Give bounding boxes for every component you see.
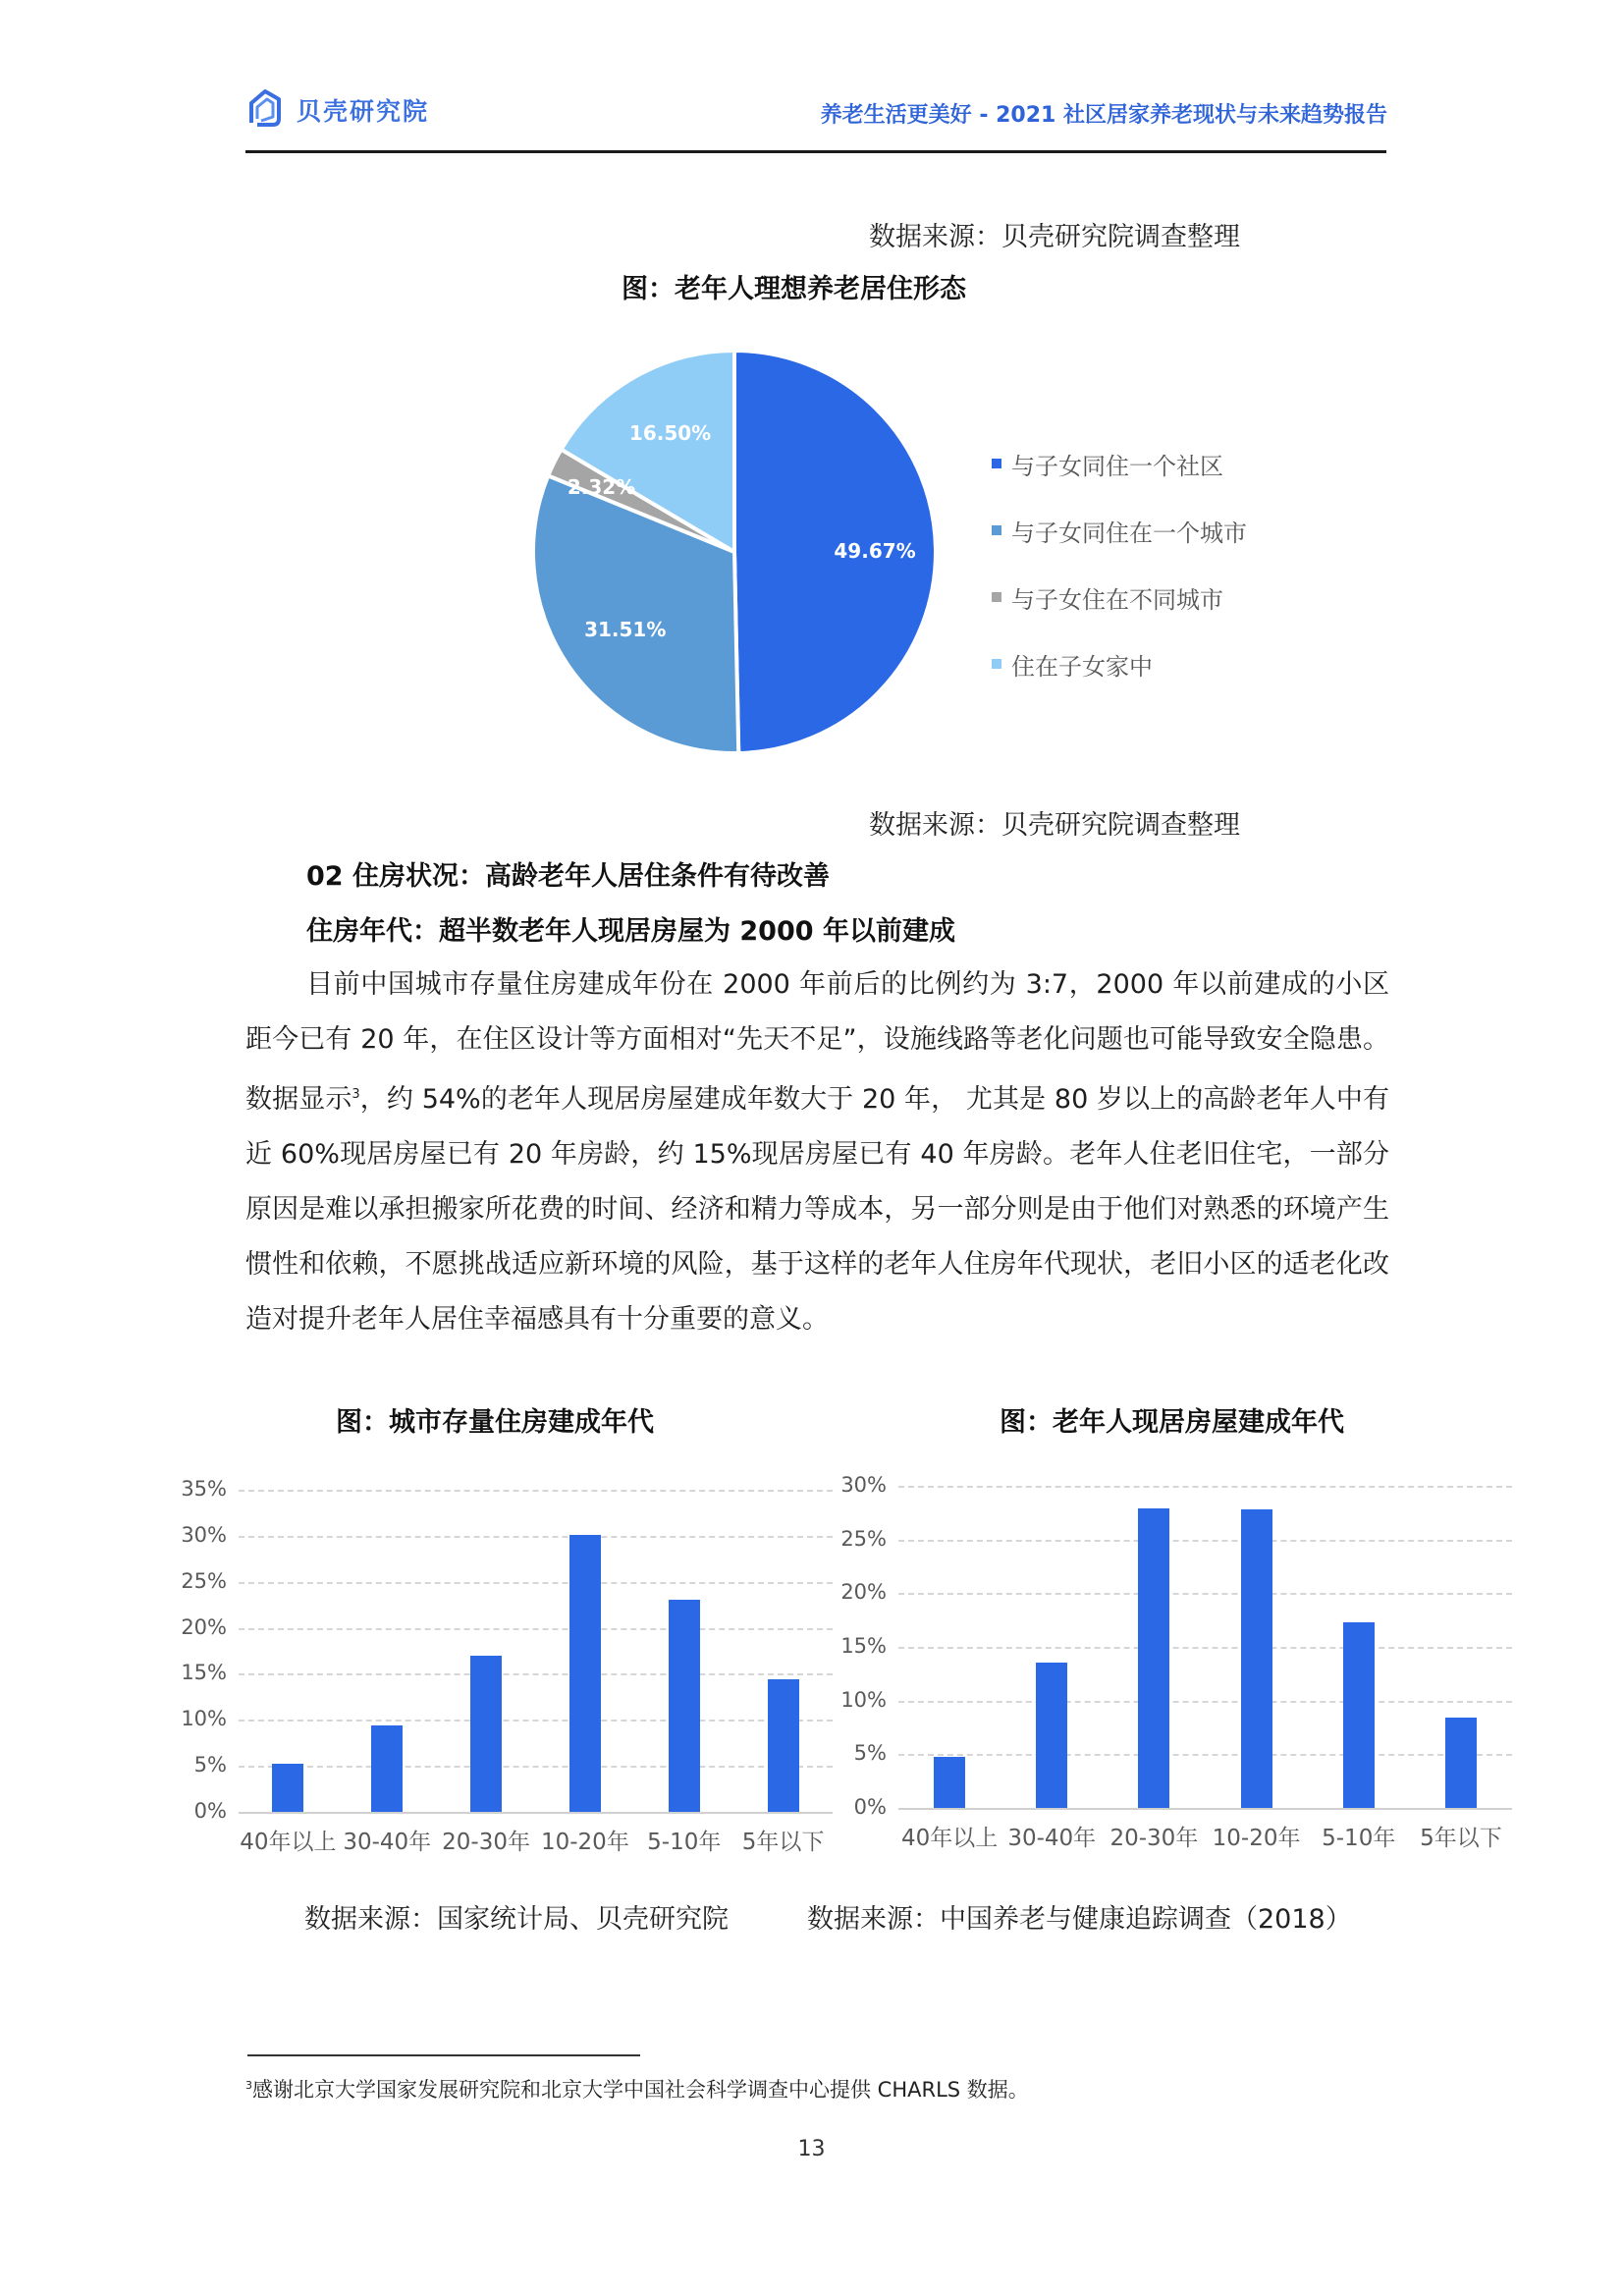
grid-line (239, 1673, 833, 1675)
grid-line (898, 1701, 1512, 1703)
y-axis-tick-label: 10% (181, 1707, 227, 1731)
left-bar-title: 图：城市存量住房建成年代 (336, 1407, 654, 1438)
logo-text: 贝壳研究院 (297, 97, 430, 126)
x-axis-category-label: 5-10年 (647, 1830, 722, 1855)
section-heading: 02 住房状况：高龄老年人居住条件有待改善 (306, 861, 830, 892)
x-axis-category-label: 5-10年 (1322, 1826, 1396, 1851)
report-title: 养老生活更美好 - 2021 社区居家养老现状与未来趋势报告 (820, 103, 1387, 128)
grid-line (898, 1593, 1512, 1595)
pie-slice-label: 16.50% (628, 420, 712, 445)
pie-slice-label: 2.32% (567, 475, 636, 500)
footnote-marker: 3 (245, 2079, 252, 2092)
grid-line (898, 1754, 1512, 1756)
legend-swatch-icon (992, 592, 1001, 602)
legend-item (992, 430, 1247, 497)
bar (1445, 1718, 1477, 1808)
y-axis-tick-label: 20% (181, 1614, 227, 1639)
right-bar-chart (839, 1463, 1527, 1876)
grid-line (239, 1720, 833, 1722)
bar (768, 1679, 799, 1812)
x-axis-line (239, 1812, 833, 1814)
legend-item (992, 497, 1247, 564)
y-axis-tick-label: 0% (193, 1799, 227, 1823)
logo-icon (243, 85, 289, 135)
legend-swatch-icon (992, 659, 1001, 669)
grid-line (239, 1766, 833, 1768)
bar (272, 1764, 303, 1812)
footnote (245, 2074, 1029, 2104)
x-axis-line (898, 1808, 1512, 1810)
legend-label: 与子女同住在一个城市 (1011, 519, 1247, 547)
x-axis-category-label: 30-40年 (343, 1830, 432, 1855)
legend-item (992, 564, 1247, 630)
y-axis-tick-label: 0% (853, 1795, 887, 1819)
paragraph-text-2: ，约 54%的老年人现居房屋建成年数大于 20 年， 尤其是 80 岁以上的高龄老年人中有近 60%现居房屋已有 20 年房龄，约 15%现居房屋已有 40 年房龄。老年人住老旧住宅，一部分原因是难以承担搬家所花费的时间、经济和精力等成本，另一部分则是由于他们对熟悉的环境产生惯性和依赖，不愿挑战适应新环境的风险，基于这样的老年人住房年代现状，老旧小区的适老化改造对提升老年人居住幸福感具有十分重要的意义。 (245, 1084, 1390, 1335)
bar (1138, 1508, 1169, 1808)
y-axis-tick-label: 5% (193, 1753, 227, 1777)
bar (371, 1725, 403, 1812)
x-axis-category-label: 20-30年 (1109, 1826, 1199, 1851)
pie-chart (528, 346, 941, 758)
x-axis-category-label: 10-20年 (1212, 1826, 1301, 1851)
grid-line (239, 1490, 833, 1492)
pie-slice-label: 31.51% (584, 617, 667, 641)
right-bar-title: 图：老年人现居房屋建成年代 (1000, 1407, 1344, 1438)
legend-item (992, 630, 1247, 697)
x-axis-category-label: 30-40年 (1007, 1826, 1097, 1851)
bar (1241, 1509, 1272, 1808)
grid-line (239, 1536, 833, 1538)
bar (1036, 1663, 1067, 1808)
y-axis-tick-label: 30% (840, 1473, 887, 1497)
y-axis-tick-label: 25% (181, 1568, 227, 1593)
right-bar-source: 数据来源：中国养老与健康追踪调查（2018） (807, 1904, 1352, 1935)
y-axis-tick-label: 5% (853, 1741, 887, 1766)
grid-line (898, 1540, 1512, 1542)
legend-label: 与子女住在不同城市 (1011, 585, 1223, 614)
left-bar-source: 数据来源：国家统计局、贝壳研究院 (304, 1904, 729, 1935)
bar (470, 1656, 502, 1812)
y-axis-tick-label: 15% (840, 1634, 887, 1658)
legend-label: 与子女同住一个社区 (1011, 452, 1223, 480)
bar (669, 1600, 700, 1812)
y-axis-tick-label: 30% (181, 1522, 227, 1547)
left-bar-chart (157, 1463, 844, 1876)
footnote-divider (247, 2054, 640, 2056)
x-axis-category-label: 40年以上 (240, 1830, 337, 1855)
bar (569, 1535, 601, 1812)
legend-swatch-icon (992, 525, 1001, 535)
pie-legend (992, 430, 1247, 697)
grid-line (898, 1486, 1512, 1488)
data-source-top: 数据来源：贝壳研究院调查整理 (869, 222, 1240, 252)
x-axis-category-label: 40年以上 (900, 1826, 999, 1851)
x-axis-category-label: 5年以下 (741, 1830, 825, 1855)
bar (934, 1757, 965, 1808)
footnote-text: 感谢北京大学国家发展研究院和北京大学中国社会科学调查中心提供 CHARLS 数据。 (252, 2078, 1029, 2102)
paragraph-text-1: 目前中国城市存量住房建成年份在 2000 年前后的比例约为 3:7，2000 年以前建成的小区距今已有 20 年，在住区设计等方面相对“先天不足”，设施线路等老化问题也可能导致安全隐患。数据显示 (245, 969, 1389, 1115)
bar (1343, 1622, 1375, 1808)
x-axis-category-label: 10-20年 (540, 1830, 629, 1855)
body-paragraph (245, 957, 1389, 1347)
y-axis-tick-label: 35% (181, 1477, 227, 1501)
y-axis-tick-label: 20% (840, 1580, 887, 1605)
pie-data-source: 数据来源：贝壳研究院调查整理 (869, 810, 1240, 841)
header-logo (243, 86, 440, 134)
y-axis-tick-label: 15% (181, 1661, 227, 1685)
y-axis-tick-label: 10% (840, 1687, 887, 1712)
grid-line (239, 1628, 833, 1630)
grid-line (239, 1582, 833, 1584)
page-number: 13 (797, 2137, 826, 2161)
pie-figure-title: 图：老年人理想养老居住形态 (622, 274, 966, 304)
grid-line (898, 1647, 1512, 1649)
header-divider (245, 150, 1386, 153)
section-subheading: 住房年代：超半数老年人现居房屋为 2000 年以前建成 (306, 916, 955, 947)
pie-slice-label: 49.67% (834, 538, 916, 563)
x-axis-category-label: 20-30年 (442, 1830, 530, 1855)
legend-label: 住在子女家中 (1011, 652, 1153, 681)
x-axis-category-label: 5年以下 (1420, 1826, 1502, 1851)
y-axis-tick-label: 25% (840, 1526, 887, 1551)
legend-swatch-icon (992, 459, 1001, 468)
footnote-ref[interactable]: 3 (352, 1087, 360, 1102)
